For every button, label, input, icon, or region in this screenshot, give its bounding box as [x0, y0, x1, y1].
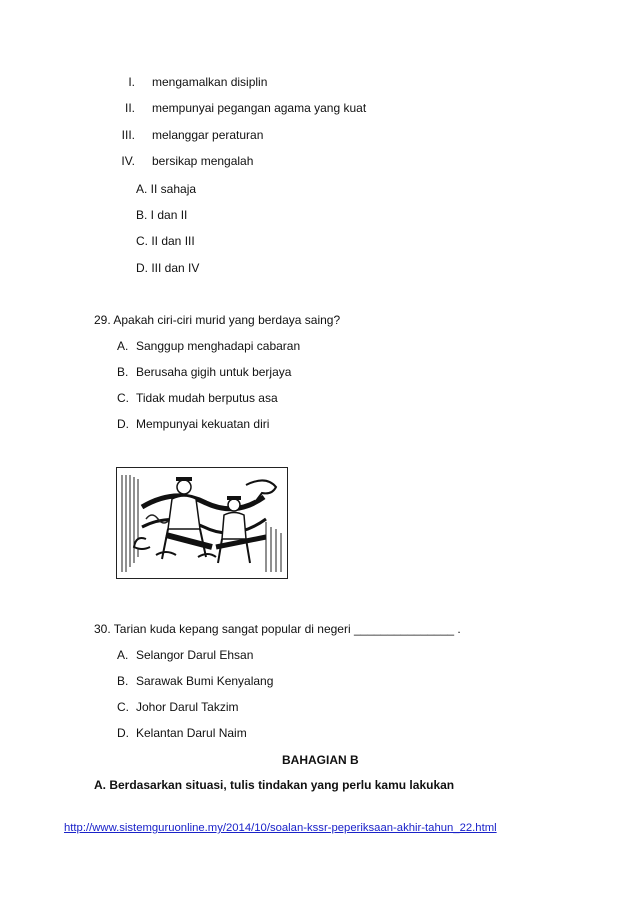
option-text: Berusaha gigih untuk berjaya	[136, 365, 292, 379]
option-letter: D.	[117, 417, 129, 431]
answer-option: A. II sahaja	[136, 182, 197, 196]
statement-text: melanggar peraturan	[152, 128, 264, 142]
option-letter: B.	[117, 365, 129, 379]
question-29: 29. Apakah ciri-ciri murid yang berdaya saing?	[94, 313, 341, 327]
option-letter: A.	[117, 648, 129, 662]
statement-num: III.	[121, 128, 135, 142]
statement-text: mengamalkan disiplin	[152, 75, 268, 89]
option-text: Johor Darul Takzim	[136, 700, 239, 714]
option-text: Sarawak Bumi Kenyalang	[136, 674, 274, 688]
option-letter: C.	[117, 700, 129, 714]
option-letter: B.	[117, 674, 129, 688]
answer-option: D. III dan IV	[136, 261, 200, 275]
statement-num: IV.	[121, 154, 135, 168]
option-text: Mempunyai kekuatan diri	[136, 417, 270, 431]
statement-text: mempunyai pegangan agama yang kuat	[152, 101, 367, 115]
question-30: 30. Tarian kuda kepang sangat popular di negeri _______________ .	[94, 622, 461, 636]
option-text: Tidak mudah berputus asa	[136, 391, 278, 405]
option-letter: A.	[117, 339, 129, 353]
option-text: Sanggup menghadapi cabaran	[136, 339, 301, 353]
source-link[interactable]: http://www.sistemguruonline.my/2014/10/soalan-kssr-peperiksaan-akhir-tahun_22.html	[64, 822, 497, 834]
statement-num: I.	[128, 75, 135, 89]
answer-option: B. I dan II	[136, 208, 188, 222]
section-title: BAHAGIAN B	[282, 753, 359, 767]
statement-num: II.	[124, 101, 135, 115]
statement-text: bersikap mengalah	[152, 154, 254, 168]
answer-option: C. II dan III	[136, 234, 195, 248]
option-text: Kelantan Darul Naim	[136, 726, 247, 740]
kuda-kepang-illustration	[116, 467, 288, 579]
section-instruction: A. Berdasarkan situasi, tulis tindakan yang perlu kamu lakukan	[94, 778, 455, 792]
option-letter: C.	[117, 391, 129, 405]
option-text: Selangor Darul Ehsan	[136, 648, 254, 662]
option-letter: D.	[117, 726, 129, 740]
